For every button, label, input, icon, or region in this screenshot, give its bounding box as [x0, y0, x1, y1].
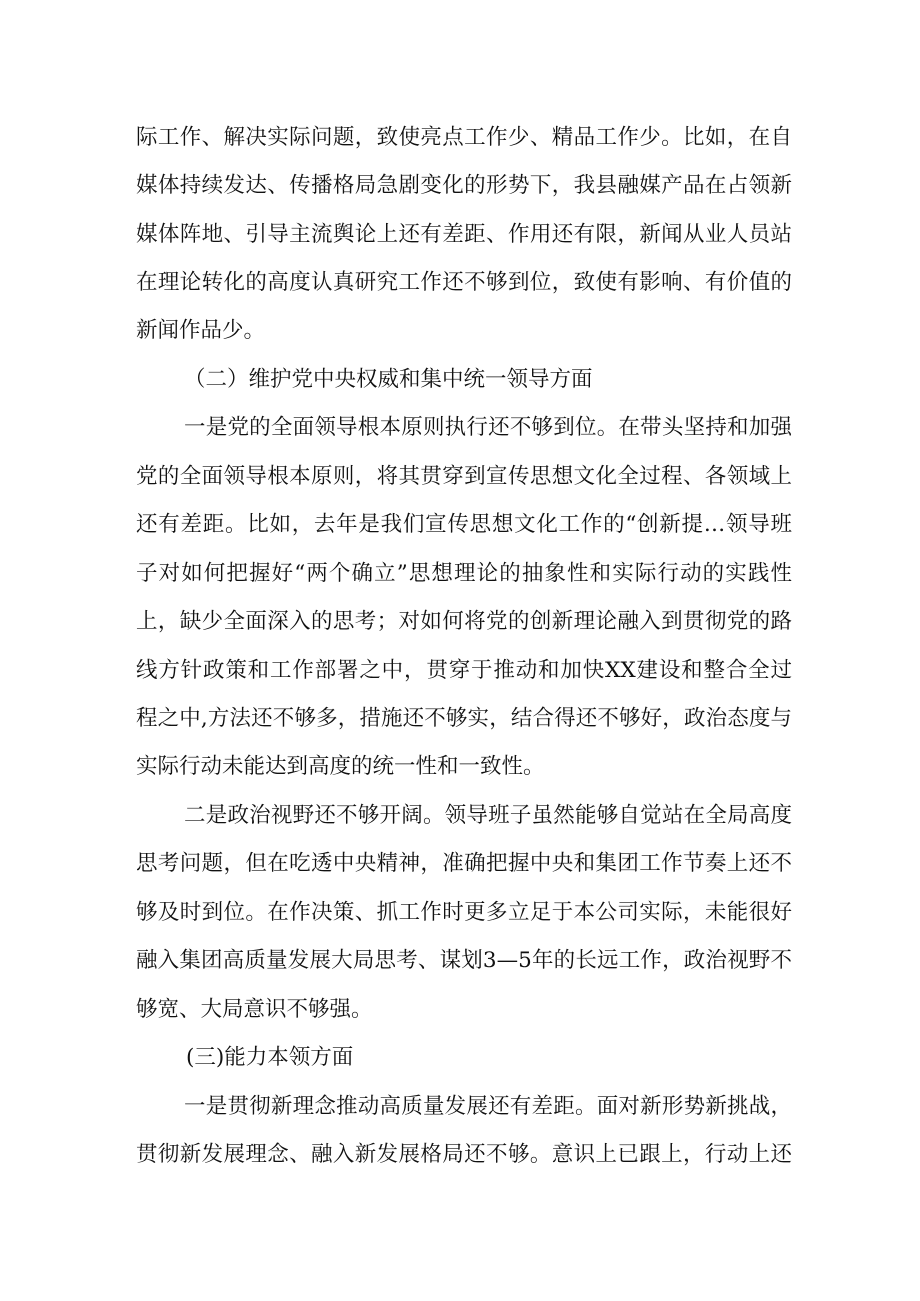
section-heading: (三)能力本领方面: [186, 1045, 354, 1070]
text-line: 融入集团高质量发展大局思考、谋划3—5年的长远工作，政治视野不: [136, 948, 792, 973]
text-line: 媒体持续发达、传播格局急剧变化的形势下，我县融媒产品在占领新: [136, 173, 792, 198]
text-line: 贯彻新发展理念、融入新发展格局还不够。意识上已跟上，行动上还: [136, 1142, 792, 1167]
text-line: 在理论转化的高度认真研究工作还不够到位，致使有影响、有价值的: [136, 270, 792, 295]
text-line: 一是贯彻新理念推动高质量发展还有差距。面对新形势新挑战，: [184, 1094, 792, 1119]
text-line: 党的全面领导根本原则，将其贯穿到宣传思想文化全过程、各领域上: [136, 464, 792, 489]
text-line: 上，缺少全面深入的思考；对如何将党的创新理论融入到贯彻党的路: [136, 609, 792, 634]
text-line: 线方针政策和工作部署之中，贯穿于推动和加快XX建设和整合全过: [136, 658, 792, 683]
text-line: 还有差距。比如，去年是我们宣传思想文化工作的“创新提…领导班: [136, 512, 792, 537]
section-heading: （二）维护党中央权威和集中统一领导方面: [184, 367, 593, 392]
text-line: 思考问题，但在吃透中央精神，准确把握中央和集团工作节奏上还不: [136, 851, 792, 876]
text-line: 够及时到位。在作决策、抓工作时更多立足于本公司实际，未能很好: [136, 900, 792, 925]
text-line: 一是党的全面领导根本原则执行还不够到位。在带头坚持和加强: [184, 415, 792, 440]
text-line: 媒体阵地、引导主流舆论上还有差距、作用还有限，新闻从业人员站: [136, 222, 792, 247]
text-line: 够宽、大局意识不够强。: [136, 997, 373, 1022]
text-line: 新闻作品少。: [136, 318, 266, 343]
text-line: 子对如何把握好“两个确立”思想理论的抽象性和实际行动的实践性: [136, 561, 792, 586]
text-line: 程之中,方法还不够多，措施还不够实，结合得还不够好，政治态度与: [136, 706, 792, 731]
text-line: 二是政治视野还不够开阔。领导班子虽然能够自觉站在全局高度: [184, 803, 792, 828]
text-line: 际工作、解决实际问题，致使亮点工作少、精品工作少。比如，在自: [136, 125, 792, 150]
text-line: 实际行动未能达到高度的统一性和一致性。: [136, 754, 545, 779]
